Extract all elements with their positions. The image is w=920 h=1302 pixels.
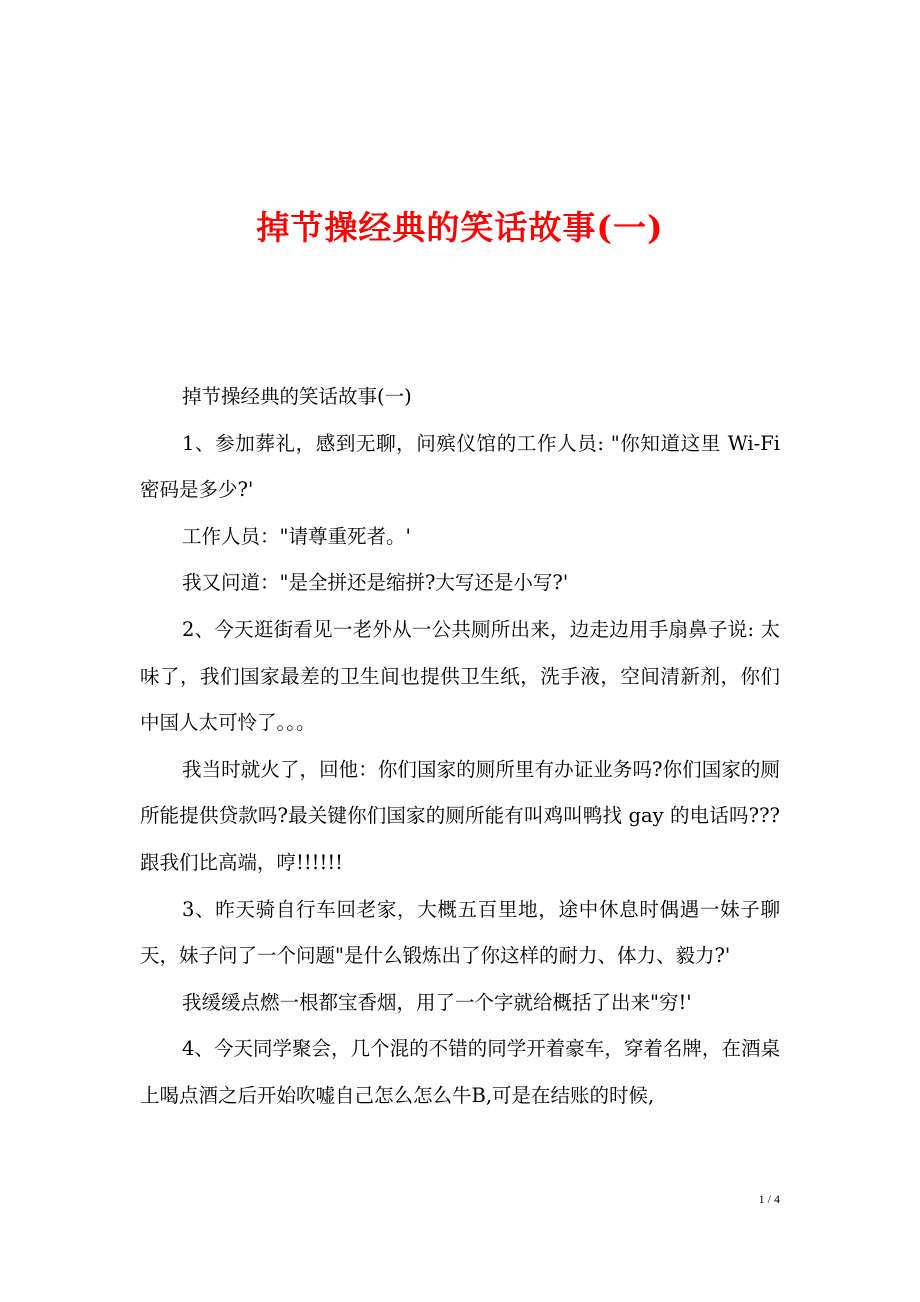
paragraph: 工作人员："请尊重死者。' [182, 524, 411, 548]
paragraph: 我当时就火了，回他：你们国家的厕所里有办证业务吗?你们国家的厕所能提供贷款吗?最关键你们国家的厕所能有叫鸡叫鸭找 gay 的电话吗???跟我们比高端，哼!!!!!! [140, 757, 780, 874]
paragraph: 4、今天同学聚会，几个混的不错的同学开着豪车，穿着名牌，在酒桌上喝点酒之后开始吹嘘自己怎么怎么牛B,可是在结账的时候, [140, 1037, 780, 1107]
paragraph: 掉节操经典的笑话故事(一) [182, 385, 412, 408]
page-number: 1 / 4 [758, 1192, 780, 1206]
paragraph: 2、今天逛街看见一老外从一公共厕所出来，边走边用手扇鼻子说: 太味了，我们国家最差的卫生间也提供卫生纸，洗手液，空间清新剂，你们中国人太可怜了。。。 [140, 617, 780, 735]
document-body [140, 374, 780, 1120]
document-title: 掉节操经典的笑话故事(一) [256, 208, 664, 247]
paragraph: 我缓缓点燃一根都宝香烟，用了一个字就给概括了出来"穷!' [182, 990, 692, 1014]
paragraph: 我又问道："是全拼还是缩拼?大写还是小写?' [182, 571, 569, 595]
paragraph: 1、参加葬礼，感到无聊，问殡仪馆的工作人员: "你知道这里 Wi-Fi 密码是多少?' [140, 431, 780, 502]
paragraph: 3、昨天骑自行车回老家，大概五百里地，途中休息时偶遇一妹子聊天，妹子问了一个问题"是什么锻炼出了你这样的耐力、体力、毅力?' [140, 897, 780, 968]
